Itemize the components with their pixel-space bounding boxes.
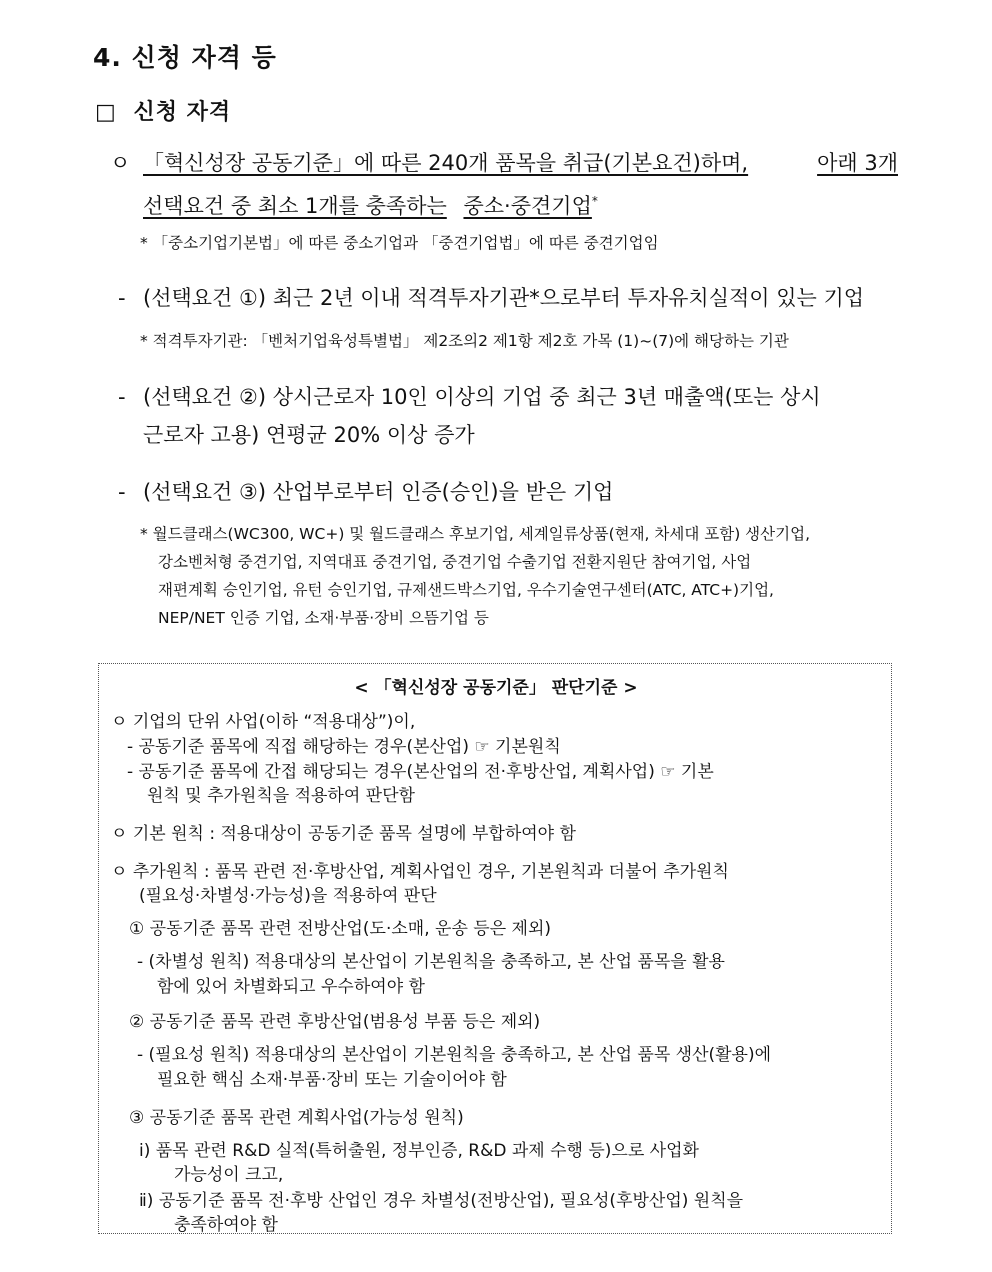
main-line-1-tail: 아래 3개 [817, 151, 898, 175]
main-line-1-underlined: 「혁신성장 공동기준」에 따른 240개 품목을 취급(기본요건)하며, [143, 151, 749, 175]
criteria-s3i-line-1 [139, 1136, 883, 1161]
criteria-s2: ② 공동기준 품목 관련 후방산업(범용성 부품 등은 제외) [129, 1012, 541, 1032]
criteria-box [98, 663, 892, 1234]
option-3-line-1: (선택요건 ③) 산업부로부터 인증(승인)을 받은 기업 [143, 480, 614, 504]
criteria-s2a-line-1-text: - (필요성 원칙) 적용대상의 본산업이 기본원칙을 충족하고, 본 산업 품목 생산(활용)에 [137, 1045, 772, 1065]
criteria-box-title: < 「혁신성장 공동기준」 판단기준 > [354, 678, 638, 698]
criteria-s3i-line-2: 가능성이 크고, [174, 1165, 284, 1185]
criteria-p1: ㅇ 기업의 단위 사업(이하 “적용대상”)이, [111, 712, 416, 732]
option-2-dash: - [118, 385, 126, 409]
criteria-p1b-line-2: 원칙 및 추가원칙을 적용하여 판단함 [147, 786, 415, 806]
main-paragraph [143, 144, 898, 225]
criteria-p1a: - 공동기준 품목에 직접 해당하는 경우(본산업) ☞ 기본원칙 [127, 737, 561, 757]
criteria-p1b-line-1-text: - 공동기준 품목에 간접 해당되는 경우(본산업의 전·후방산업, 계획사업) ☞ 기본 [127, 762, 714, 782]
option-3-dash: - [118, 480, 126, 504]
main-line-2-target: 중소·중견기업 [463, 194, 592, 218]
criteria-s1a-line-1-text: - (차별성 원칙) 적용대상의 본산업이 기본원칙을 충족하고, 본 산업 품목을 활용 [137, 952, 725, 972]
criteria-s2a-line-1 [137, 1040, 883, 1065]
criteria-p3-line-1-text: ㅇ 추가원칙 : 품목 관련 전·후방산업, 계획사업인 경우, 기본원칙과 더불어 추가원칙 [111, 862, 729, 882]
main-line-2 [143, 182, 898, 225]
option-3-text [143, 473, 895, 511]
section-title-text: 신청 자격 [133, 100, 232, 125]
criteria-s3: ③ 공동기준 품목 관련 계획사업(가능성 원칙) [129, 1108, 464, 1128]
criteria-p3-line-1 [111, 857, 883, 882]
criteria-s3i-line-1-text: ⅰ) 품목 관련 R&D 실적(특허출원, 정부인증, R&D 과제 수행 등)으로 사업화 [139, 1141, 699, 1161]
option-1-dash: - [118, 286, 126, 310]
option-3-note-line-1: * 월드클래스(WC300, WC+) 및 월드클래스 후보기업, 세계일류상품(현재, 차세대 포함) 생산기업, [140, 525, 810, 543]
criteria-s2a-line-2: 필요한 핵심 소재·부품·장비 또는 기술이어야 함 [157, 1070, 507, 1090]
criteria-p2: ㅇ 기본 원칙 : 적용대상이 공동기준 품목 설명에 부합하여야 함 [111, 824, 576, 844]
option-3-note-line-4: NEP/NET 인증 기업, 소재·부품·장비 으뜸기업 등 [158, 609, 489, 627]
option-1-line-1: (선택요건 ①) 최근 2년 이내 적격투자기관*으로부터 투자유치실적이 있는 기업 [143, 286, 865, 310]
criteria-s1a-line-1 [137, 947, 883, 972]
option-1-note-line-1: * 적격투자기관: 「벤처기업육성특별법」 제2조의2 제1항 제2호 가목 (1)~(7)에 해당하는 기관 [140, 332, 789, 350]
criteria-p1b-line-1 [127, 757, 883, 782]
criteria-s3ii-line-2: 충족하여야 함 [174, 1215, 278, 1235]
main-bullet: ㅇ [110, 151, 131, 175]
criteria-s3ii-line-1-text: ⅱ) 공동기준 품목 전·후방 산업인 경우 차별성(전방산업), 필요성(후방산업) 원칙을 [139, 1191, 744, 1211]
main-line-2-sup: * [591, 194, 598, 208]
option-2-text [143, 378, 895, 454]
option-3-note-line-2: 강소벤처형 중견기업, 지역대표 중견기업, 중견기업 수출기업 전환지원단 참여기업, 사업 [158, 553, 752, 571]
criteria-s1a-line-2: 함에 있어 차별화되고 우수하여야 함 [157, 977, 425, 997]
option-3-note-cont [158, 548, 897, 632]
section-title [95, 95, 231, 126]
option-3-note-line-3: 재편계획 승인기업, 유턴 승인기업, 규제샌드박스기업, 우수기술연구센터(ATC, ATC+)기업, [158, 581, 774, 599]
criteria-s3ii-line-1 [139, 1186, 883, 1211]
option-2-line-2: 근로자 고용) 연평균 20% 이상 증가 [143, 423, 475, 447]
option-3-note [140, 520, 897, 548]
main-line-1 [143, 144, 898, 182]
option-2-line-1: (선택요건 ②) 상시근로자 10인 이상의 기업 중 최근 3년 매출액(또는 상시 [143, 385, 821, 409]
option-1-note [140, 327, 890, 355]
checkbox-icon: □ [95, 100, 117, 125]
criteria-p3-line-2: (필요성·차별성·가능성)을 적용하여 판단 [139, 886, 437, 906]
criteria-s1: ① 공동기준 품목 관련 전방산업(도·소매, 운송 등은 제외) [129, 919, 552, 939]
main-line-2-underlined: 선택요건 중 최소 1개를 충족하는 [143, 194, 447, 218]
main-note: * 「중소기업기본법」에 따른 중소기업과 「중견기업법」에 따른 중견기업임 [140, 234, 659, 252]
option-1-text [143, 279, 895, 317]
page-heading: 4. 신청 자격 등 [93, 43, 277, 72]
